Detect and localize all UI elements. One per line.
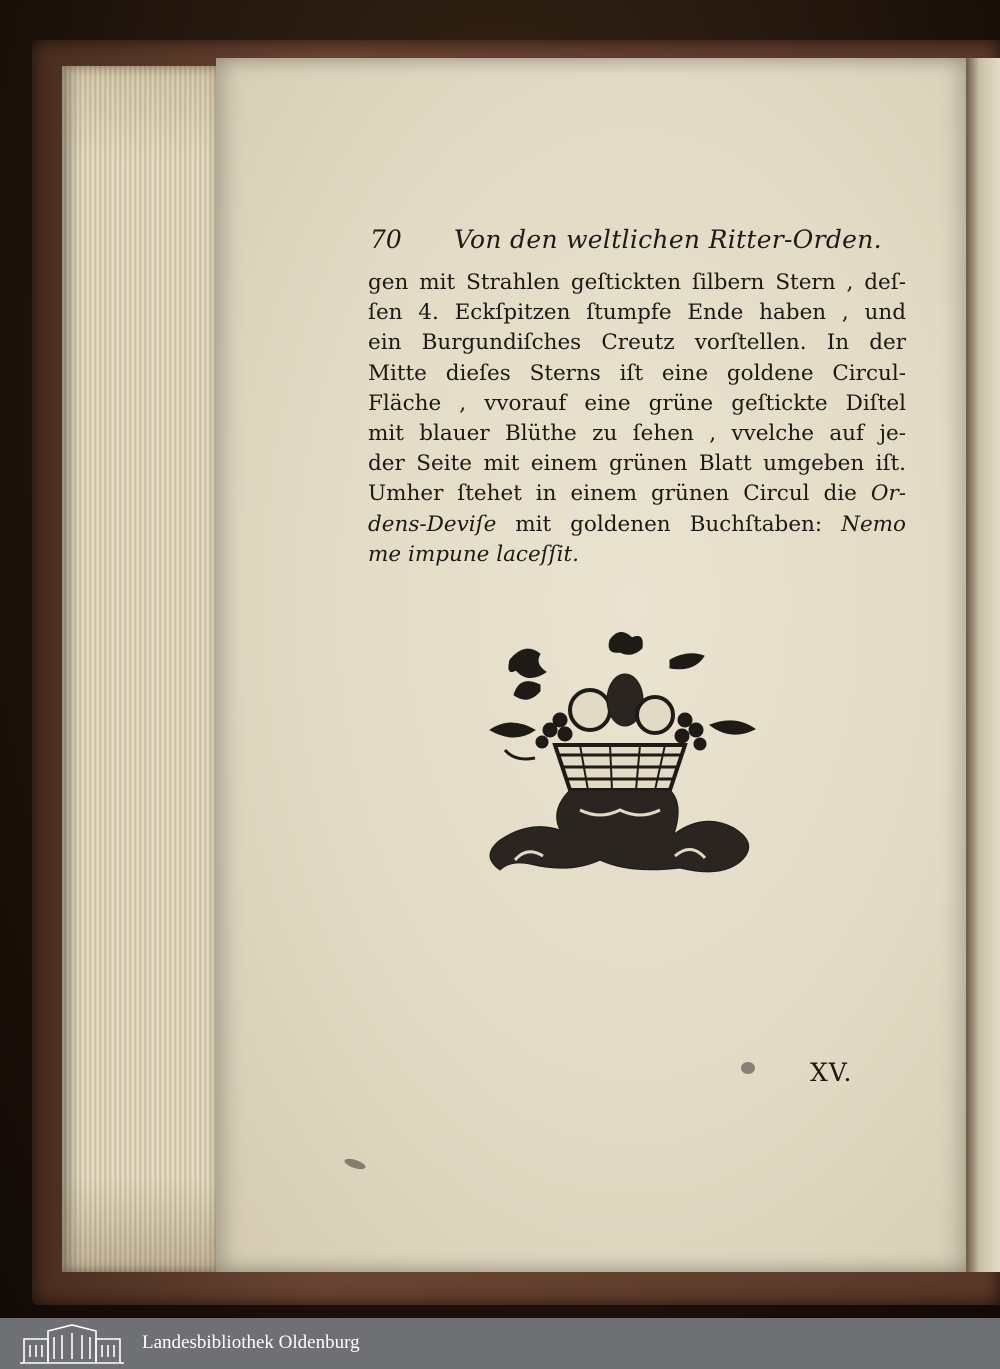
ink-spot [741,1062,755,1074]
running-title: Von den weltlichen Ritter-Orden. [454,225,882,254]
text-segment-italic: dens-Deviſe [368,511,497,537]
text-line [368,510,906,540]
page-number: 70 [370,225,402,254]
library-name: Landesbibliothek Oldenburg [142,1332,360,1353]
page-header [370,225,910,261]
page-stack-edge [62,66,222,1272]
book-gutter [966,58,1000,1272]
text-line: der Seite mit einem grünen Blatt umgeben iſt. [368,451,906,477]
text-segment: mit goldenen Buchſtaben: [496,511,842,537]
text-line: Mitte dieſes Sterns iſt eine goldene Circul- [368,360,906,386]
text-line: mit blauer Blüthe zu ſehen , vvelche auf je- [368,421,906,447]
text-line: Fläche , vvorauf eine grüne geſtickte Diſtel [368,390,906,416]
footer-bar [0,1318,1000,1369]
text-line: ſen 4. Eckſpitzen ſtumpfe Ende haben , und [368,300,906,326]
fruit-basket-ornament [470,630,770,890]
motto-segment: Nemo [841,511,906,537]
text-line [368,479,906,509]
text-segment: Umher ſtehet in einem grünen Circul die [368,481,857,507]
catchword: XV. [810,1058,853,1087]
body-text [368,268,906,570]
motto-line: me impune laceſſit. [368,541,579,567]
library-building-icon [18,1323,126,1365]
text-segment-italic: Or- [870,481,906,507]
text-line: gen mit Strahlen geſtickten ſilbern Stern , deſ- [368,270,906,295]
text-line: ein Burgundiſches Creutz vorſtellen. In der [368,330,906,356]
